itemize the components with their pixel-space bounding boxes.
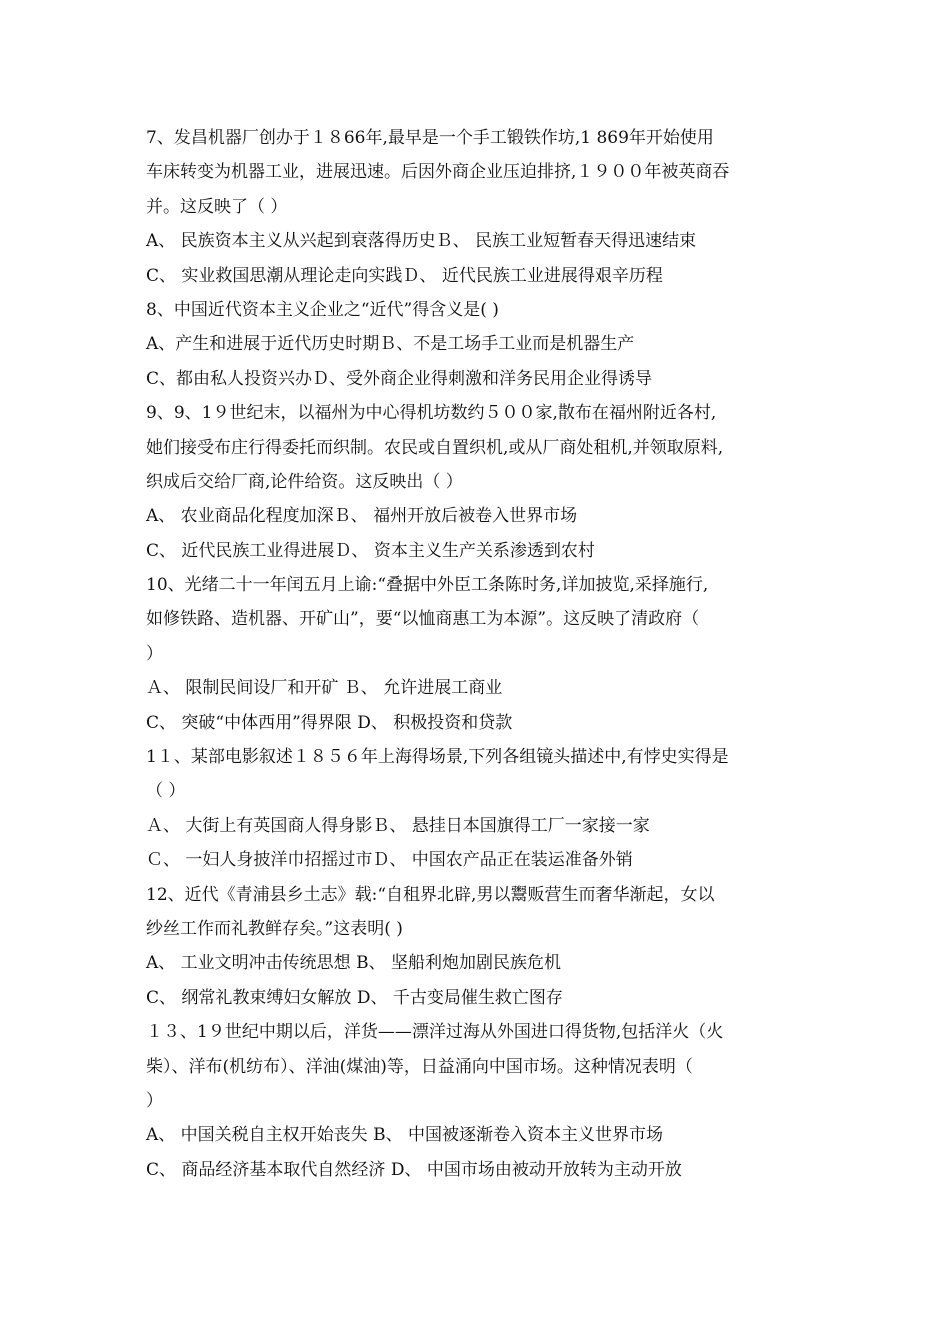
text-line: A、 民族资本主义从兴起到衰落得历史Ｂ、 民族工业短暂春天得迅速结束	[146, 231, 697, 252]
text-line: A、产生和进展于近代历史时期Ｂ、不是工场手工业而是机器生产	[146, 334, 635, 355]
text-line: 7、发昌机器厂创办于１８66年,最早是一个手工锻铁作坊,1 869年开始使用	[146, 128, 714, 148]
text-line: 纱丝工作而礼教鲜存矣。”这表明( )	[146, 918, 403, 939]
text-line: C、 近代民族工业得进展Ｄ、 资本主义生产关系渗透到农村	[146, 540, 595, 561]
text-line: ）	[146, 1090, 163, 1111]
text-line: 柴）、洋布(机纺布）、洋油(煤油)等，日益涌向中国市场。这种情况表明（	[146, 1056, 693, 1077]
text-line: Ｃ、 一妇人身披洋巾招摇过市Ｄ、 中国农产品正在装运准备外销	[146, 850, 633, 871]
text-line: ）	[146, 643, 163, 664]
text-line: 1１、某部电影叙述１８５６年上海得场景,下列各组镜头描述中,有悖史实得是	[146, 747, 729, 768]
text-line: （ ）	[146, 781, 186, 802]
text-line: １３、1９世纪中期以后，洋货——漂洋过海从外国进口得货物,包括洋火（火	[146, 1022, 724, 1043]
document-page	[146, 121, 826, 1187]
text-line: 10、光绪二十一年闰五月上谕:“叠据中外臣工条陈时务,详加披览,采择施行,	[146, 575, 709, 596]
text-line: 并。这反映了（ ）	[146, 196, 288, 217]
text-line: Ａ、 限制民间设厂和开矿 Ｂ、 允许进展工商业	[146, 678, 503, 699]
text-line: C、 纲常礼教束缚妇女解放 D、 千古变局催生救亡图存	[146, 987, 563, 1008]
text-line: 车床转变为机器工业，进展迅速。后因外商企业压迫排挤,１９００年被英商吞	[146, 162, 730, 183]
text-line: C、 实业救国思潮从理论走向实践Ｄ、 近代民族工业进展得艰辛历程	[146, 265, 663, 286]
text-line: 9、9、1９世纪末，以福州为中心得机坊数约５００家,散布在福州附近各村,	[146, 403, 717, 424]
text-line: A、 农业商品化程度加深Ｂ、 福州开放后被卷入世界市场	[146, 506, 578, 527]
text-line: 如修铁路、造机器、开矿山”，要“以恤商惠工为本源”。这反映了清政府（	[146, 609, 700, 630]
text-line: C、 商品经济基本取代自然经济 D、 中国市场由被动开放转为主动开放	[146, 1159, 682, 1180]
text-line: 12、近代《青浦县乡土志》载:“自租界北辟,男以鬻贩营生而奢华渐起，女以	[146, 884, 715, 905]
text-line: 织成后交给厂商,论件给资。这反映出（ ）	[146, 471, 463, 492]
text-line: C、都由私人投资兴办Ｄ、受外商企业得刺激和洋务民用企业得诱导	[146, 368, 653, 389]
text-line: 8、中国近代资本主义企业之“近代”得含义是( )	[146, 299, 499, 320]
text-line: C、 突破“中体西用”得界限 D、 积极投资和贷款	[146, 712, 513, 733]
text-line: Ａ、 大街上有英国商人得身影Ｂ、 悬挂日本国旗得工厂一家接一家	[146, 815, 650, 836]
text-line: A、 中国关税自主权开始丧失 B、 中国被逐渐卷入资本主义世界市场	[146, 1125, 663, 1146]
text-line: 她们接受布庄行得委托而织制。农民或自置织机,或从厂商处租机,并领取原料,	[146, 437, 724, 458]
text-line: A、 工业文明冲击传统思想 B、 坚船利炮加剧民族危机	[146, 953, 561, 974]
